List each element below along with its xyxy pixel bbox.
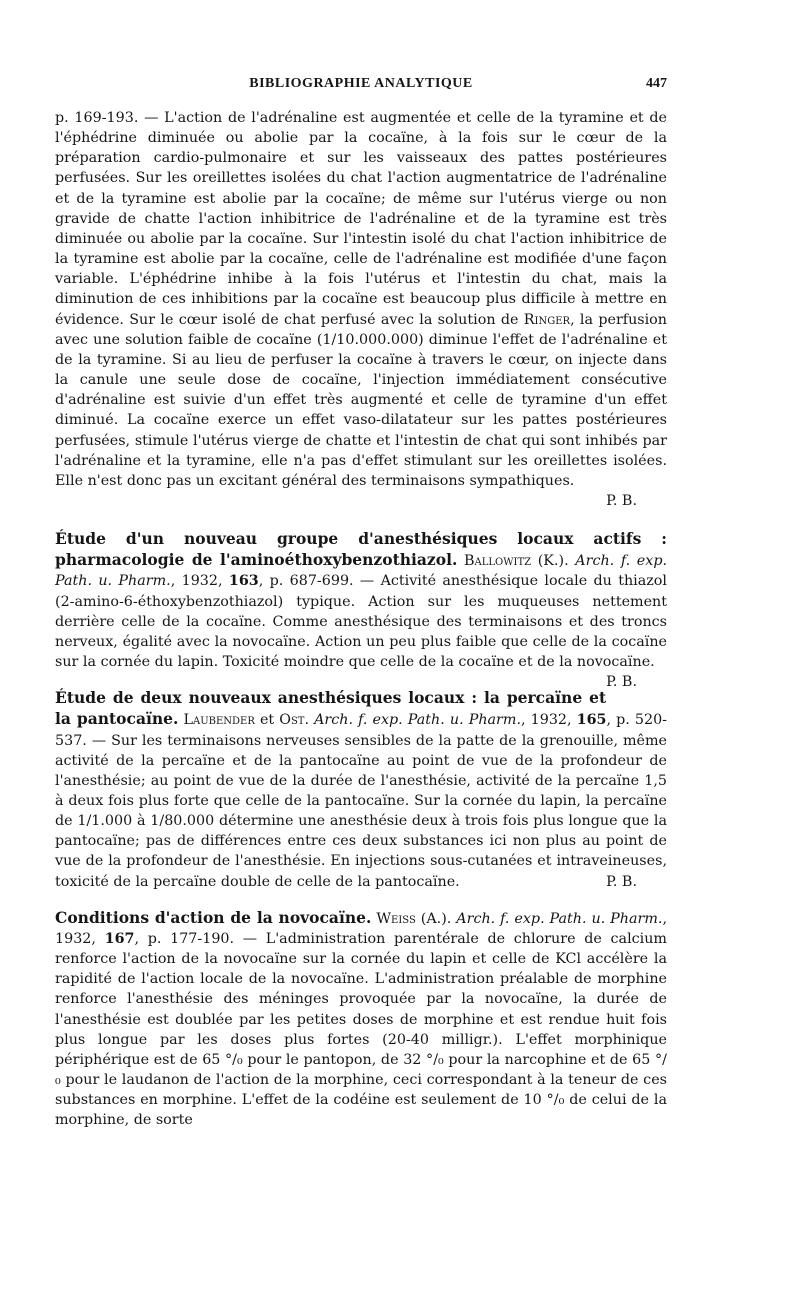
entry-title: Conditions d'action de la novocaïne.: [55, 907, 372, 927]
journal-name: Arch. f. exp. Path. u. Pharm.: [314, 712, 521, 729]
entry-pages: , p. 177-190.: [134, 930, 235, 947]
entry-pages: , p. 520-537.: [55, 712, 667, 749]
author-name: Ost: [279, 712, 305, 729]
author-name: Laubender: [183, 712, 255, 729]
entry-paragraph: [55, 108, 667, 491]
entry-text: , la perfusion avec une solution faible de cocaïne (1/10.000.000) diminue l'effet de l'adrénaline et de la tyramine. Si au lieu de perfuser la cocaïne à travers le cœur, on injecte dans la canule une seule dose de cocaïne, l'injection immédiatement consécutive d'adrénaline est suivie d'un effet très augmenté et celle de tyramine d'un effet diminué. La cocaïne exerce un effet vaso-dilatateur sur les pattes postérieures perfusées, stimule l'utérus vierge de chatte et l'intestin de chat qui sont inhibés par l'adrénaline et la tyramine, elle n'a pas d'effet stimulant sur les oreillettes isolées. Elle n'est donc pas un excitant général des terminaisons sympathiques.: [55, 311, 667, 489]
page-number: 447: [646, 76, 667, 91]
author-name: Weiss: [376, 910, 416, 927]
entry-text: — Activité anesthésique locale du thiazol (2-amino-6-éthoxybenzothiazol) typique. Action sur les muqueuses nettement derrière celle de la cocaïne. Comme anesthésique des terminaisons et des troncs nerveux, égalité avec la novocaïne. Action un peu plus faible que celle de la cocaïne sur la cornée du lapin. Toxicité moindre que celle de la cocaïne et de la novocaïne.: [55, 573, 667, 671]
journal-name: Arch. f. exp. Path. u. Pharm.: [456, 910, 663, 927]
author-name: Ballowitz: [464, 553, 532, 570]
entry: [55, 908, 667, 1131]
entry-title: Étude de deux nouveaux anesthésiques locaux : la percaïne et la pantocaïne.: [55, 688, 607, 729]
entry-pages: , p. 687-699.: [258, 573, 354, 590]
entry: [55, 688, 667, 892]
entry-paragraph: [55, 529, 668, 691]
entry-volume: 165: [576, 712, 607, 729]
entry-text: — Sur les terminaisons nerveuses sensibles de la patte de la grenouille, même activité de la percaïne et de la pantocaïne au point de vue de la profondeur de l'anesthésie; au point de vue de la durée de l'anesthésie, activité de la percaïne 1,5 à deux fois plus forte que celle de la pantocaïne. Sur la cornée du lapin, la percaïne de 1/1.000 à 1/80.000 détermine une anesthésie deux à trois fois plus longue que la pantocaïne; pas de différences entre ces deux substances ici non plus au point de vue de la profondeur de l'anesthésie. En injections sous-cutanées et intraveineuses, toxicité de la percaïne double de celle de la pantocaïne.: [55, 732, 667, 890]
entry-year: , 1932,: [170, 573, 229, 590]
author-initials: .: [304, 712, 310, 729]
journal-name: Arch. f. exp. Path. u. Pharm.: [55, 553, 668, 590]
running-header: [55, 76, 667, 100]
entry-paragraph: [55, 908, 667, 1131]
author-join: et: [254, 712, 280, 729]
entry-year: , 1932,: [55, 910, 668, 947]
author-initials: (K.).: [531, 553, 569, 570]
entry-paragraph: [55, 688, 667, 892]
entry-signature: P. B.: [606, 492, 637, 509]
entry-text: — L'administration parentérale de chlorure de calcium renforce l'action de la novocaïne sur la cornée du lapin et celle de KCl accélère la rapidité de l'action locale de la novocaïne. L'administration préalable de morphine renforce l'anesthésie des méninges provoquée par la novocaïne, la durée de l'anesthésie est doublée par les petites doses de morphine et est rendue huit fois plus longue par les doses plus fortes (20-40 milligr.). L'effet morphinique périphérique est de 65 °/₀ pour le pantopon, de 32 °/₀ pour la narcophine et de 65 °/₀ pour le laudanon de l'action de la morphine, ceci correspondant à la teneur de ces substances en morphine. L'effet de la codéine est seulement de 10 °/₀ de celui de la morphine, de sorte: [55, 930, 667, 1129]
entry-year: , 1932,: [521, 712, 577, 729]
running-title: BIBLIOGRAPHIE ANALYTIQUE: [249, 76, 473, 91]
author-name: Ringer: [523, 311, 571, 328]
entry-continued: [55, 108, 667, 511]
author-initials: (A.).: [415, 910, 452, 927]
entry-text: — L'action de l'adrénaline est augmentée et celle de la tyramine et de l'éphédrine diminuée ou abolie par la cocaïne, à la fois sur le cœur de la préparation cardio-pulmonaire et sur les vaisseaux des pattes postérieures perfusées. Sur les oreillettes isolées du chat l'action augmentatrice de l'adrénaline et de la tyramine est abolie par la cocaïne; de même sur l'utérus vierge ou non gravide de chatte l'action inhibitrice de l'adrénaline et de la tyramine est très diminuée ou abolie par la cocaïne. Sur l'intestin isolé du chat l'action inhibitrice de la tyramine est abolie par la cocaïne, celle de l'adrénaline est modifiée d'une façon variable. L'éphédrine inhibe à la fois l'utérus et l'intestin du chat, mais la diminution de ces inhibitions par la cocaïne est beaucoup plus difficile à mettre en évidence. Sur le cœur isolé de chat perfusé avec la solution de: [55, 110, 668, 328]
page-body: [55, 108, 667, 1131]
entry-volume: 167: [104, 930, 135, 947]
entry-signature: P. B.: [606, 674, 637, 691]
entry: [55, 529, 668, 691]
entry-pages: p. 169-193.: [55, 110, 139, 126]
entry-volume: 163: [228, 573, 259, 590]
entry-title: Étude d'un nouveau groupe d'anesthésiques locaux actifs : pharmacologie de l'aminoéthoxybenzothiazol.: [55, 529, 667, 570]
entry-signature: P. B.: [606, 873, 637, 890]
